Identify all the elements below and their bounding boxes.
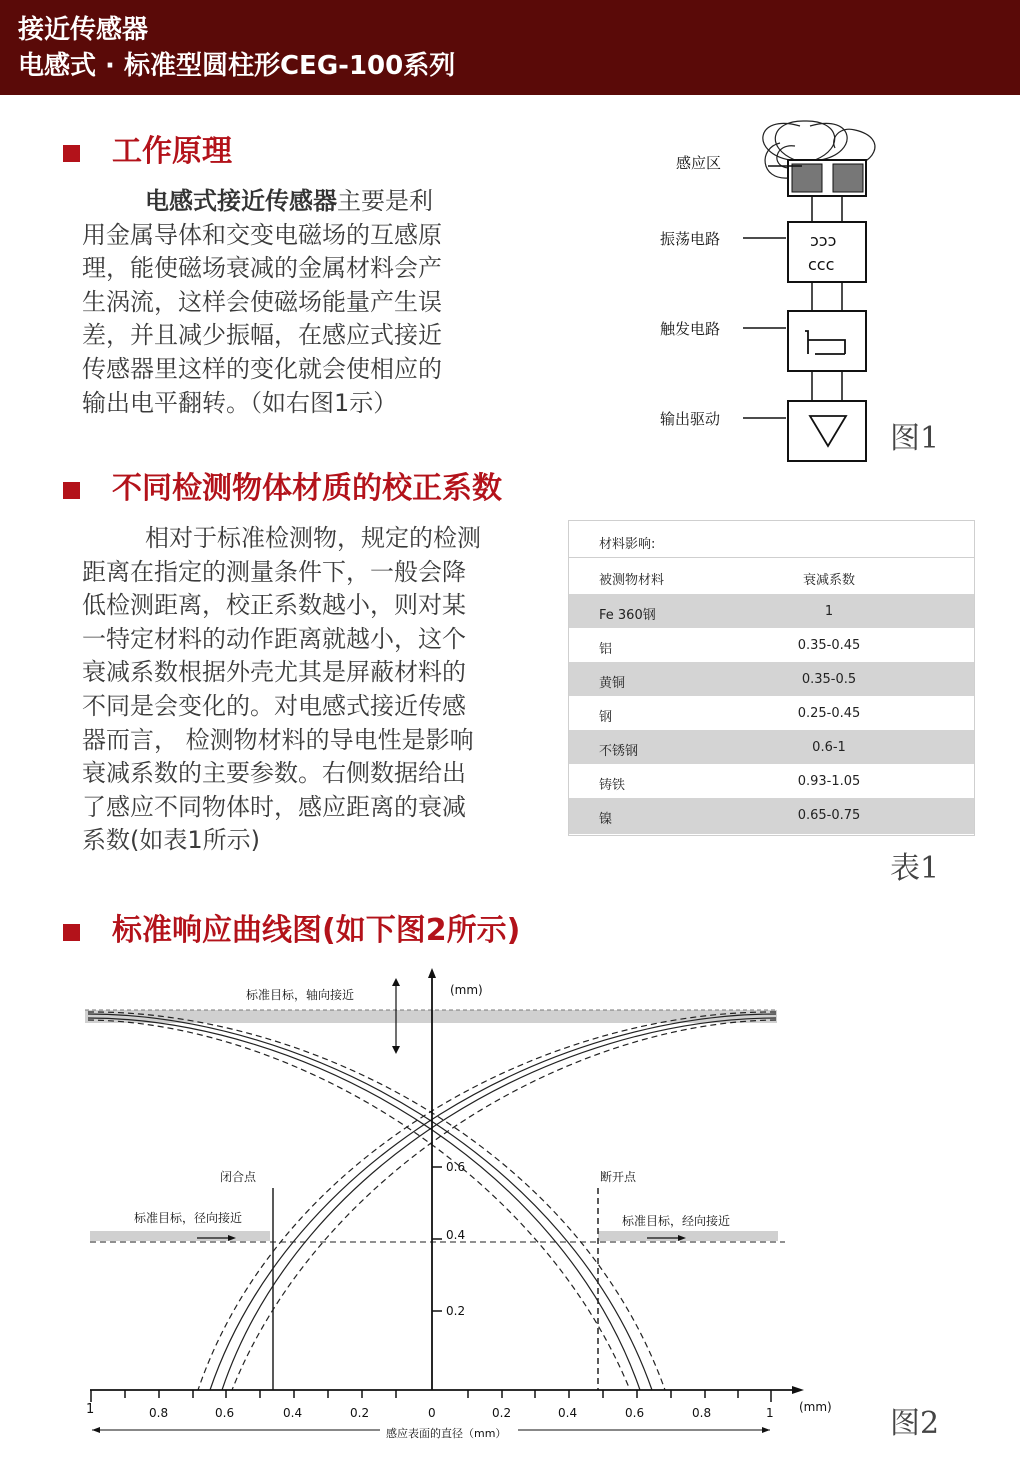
y-tick-label: 0.6 bbox=[446, 1160, 466, 1174]
principle-line: 理，能使磁场衰减的金属材料会产 bbox=[82, 254, 442, 283]
y-tick-label: 0.2 bbox=[446, 1304, 466, 1318]
table-header-material: 被测物材料 bbox=[599, 573, 665, 588]
x-tick-label: 0.2 bbox=[350, 1406, 370, 1420]
correction-line: 低检测距离，校正系数越小，则对某 bbox=[82, 591, 466, 620]
close-point-label: 闭合点 bbox=[220, 1170, 257, 1184]
y-axis-unit: (mm) bbox=[450, 983, 483, 997]
table-cell-factor: 0.35-0.45 bbox=[797, 638, 861, 653]
y-tick-label: 0.4 bbox=[446, 1228, 466, 1242]
label-trigger: 触发电路 bbox=[660, 320, 721, 338]
correction-line: 衰减系数的主要参数。右侧数据给出 bbox=[82, 759, 466, 788]
x-axis-label: 感应表面的直径（mm） bbox=[386, 1427, 507, 1440]
table-cell-material: 镍 bbox=[599, 812, 613, 827]
table-title: 材料影响: bbox=[599, 537, 656, 552]
table-cell-factor: 0.25-0.45 bbox=[797, 706, 861, 721]
table-cell-factor: 1 bbox=[824, 604, 834, 619]
table-cell-factor: 0.6-1 bbox=[812, 740, 846, 755]
correction-line: 衰减系数根据外壳尤其是屏蔽材料的 bbox=[82, 658, 466, 687]
correction-line: 了感应不同物体时，感应距离的衰减 bbox=[82, 792, 466, 821]
label-sensing-zone: 感应区 bbox=[676, 154, 722, 172]
figure1-caption: 图1 bbox=[890, 421, 940, 456]
table-cell-material: 不锈钢 bbox=[599, 744, 639, 759]
material-factor-table bbox=[568, 520, 975, 836]
principle-line: 主要是利 bbox=[337, 187, 433, 215]
x-tick-label: 0.6 bbox=[215, 1406, 235, 1420]
table-row bbox=[569, 696, 974, 730]
table-cell-material: 铸铁 bbox=[599, 778, 626, 793]
table-cell-material: 黄铜 bbox=[599, 676, 626, 691]
table-cell-factor: 0.35-0.5 bbox=[801, 672, 857, 687]
principle-line: 差，并且减少振幅，在感应式接近 bbox=[82, 321, 442, 350]
section-title-principle: 工作原理 bbox=[112, 134, 232, 169]
table-row bbox=[569, 798, 974, 834]
response-curve-chart bbox=[0, 960, 1020, 1460]
sensor-block-diagram bbox=[640, 118, 910, 468]
header-subtitle: 电感式 · 标准型圆柱形CEG-100系列 bbox=[18, 51, 456, 81]
x-tick-label: 0.6 bbox=[625, 1406, 645, 1420]
section-bullet bbox=[63, 145, 80, 162]
table-row bbox=[569, 730, 974, 764]
x-tick-label: 0 bbox=[428, 1406, 436, 1420]
open-point-label: 断开点 bbox=[600, 1170, 637, 1184]
principle-text bbox=[82, 185, 522, 420]
table-header-factor: 衰减系数 bbox=[802, 573, 855, 588]
header-title: 接近传感器 bbox=[18, 15, 149, 45]
axial-approach-label: 标准目标，轴向接近 bbox=[246, 988, 355, 1002]
correction-line: 不同是会变化的。对电感式接近传感 bbox=[82, 691, 466, 720]
radial-approach-left-label: 标准目标，径向接近 bbox=[134, 1211, 243, 1225]
table-cell-material: Fe 360钢 bbox=[599, 608, 656, 623]
radial-approach-right-label: 标准目标，经向接近 bbox=[622, 1214, 731, 1228]
x-tick-label: 1 bbox=[766, 1406, 774, 1420]
table-cell-material: 钢 bbox=[599, 710, 613, 725]
correction-line: 系数(如表1所示) bbox=[82, 826, 260, 855]
label-oscillator: 振荡电路 bbox=[660, 230, 721, 248]
table-row bbox=[569, 594, 974, 628]
correction-line: 一特定材料的动作距离就越小，这个 bbox=[82, 624, 466, 653]
x-axis-unit: (mm) bbox=[799, 1400, 832, 1414]
table-cell-factor: 0.93-1.05 bbox=[797, 774, 861, 789]
label-output-driver: 输出驱动 bbox=[660, 410, 721, 428]
section-title-response: 标准响应曲线图(如下图2所示) bbox=[112, 913, 521, 948]
svg-text:ↄↄↄ: ↄↄↄ bbox=[810, 231, 837, 250]
x-tick-label: 0.8 bbox=[692, 1406, 712, 1420]
section-title-correction: 不同检测物体材质的校正系数 bbox=[112, 471, 502, 506]
table-row bbox=[569, 628, 974, 662]
correction-line: 器而言， 检测物材料的导电性是影响 bbox=[82, 725, 474, 754]
principle-line: 输出电平翻转。（如右图1示） bbox=[82, 388, 398, 417]
table-cell-factor: 0.65-0.75 bbox=[797, 808, 861, 823]
section-bullet bbox=[63, 482, 80, 499]
table1-caption: 表1 bbox=[890, 851, 940, 886]
principle-line: 用金属导体和交变电磁场的互感原 bbox=[82, 220, 442, 249]
x-tick-label: 0.4 bbox=[283, 1406, 303, 1420]
figure2-caption: 图2 bbox=[890, 1406, 940, 1441]
x-tick-label: 0.2 bbox=[492, 1406, 512, 1420]
table-row bbox=[569, 764, 974, 798]
table-cell-material: 铝 bbox=[599, 642, 613, 657]
x-tick-label: 1 bbox=[86, 1402, 95, 1417]
principle-line: 传感器里这样的变化就会使相应的 bbox=[82, 354, 442, 383]
principle-lead: 电感式接近传感器 bbox=[145, 187, 337, 215]
x-tick-label: 0.8 bbox=[149, 1406, 169, 1420]
svg-text:ccc: ccc bbox=[808, 255, 835, 274]
x-tick-label: 0.4 bbox=[558, 1406, 578, 1420]
table-header-row bbox=[569, 558, 974, 594]
table-title-row bbox=[569, 521, 974, 558]
section-bullet bbox=[63, 924, 80, 941]
correction-line: 距离在指定的测量条件下，一般会降 bbox=[82, 557, 466, 586]
principle-line: 生涡流，这样会使磁场能量产生误 bbox=[82, 287, 442, 316]
correction-line: 相对于标准检测物，规定的检测 bbox=[145, 524, 481, 552]
correction-text bbox=[82, 522, 552, 858]
table-row bbox=[569, 662, 974, 696]
